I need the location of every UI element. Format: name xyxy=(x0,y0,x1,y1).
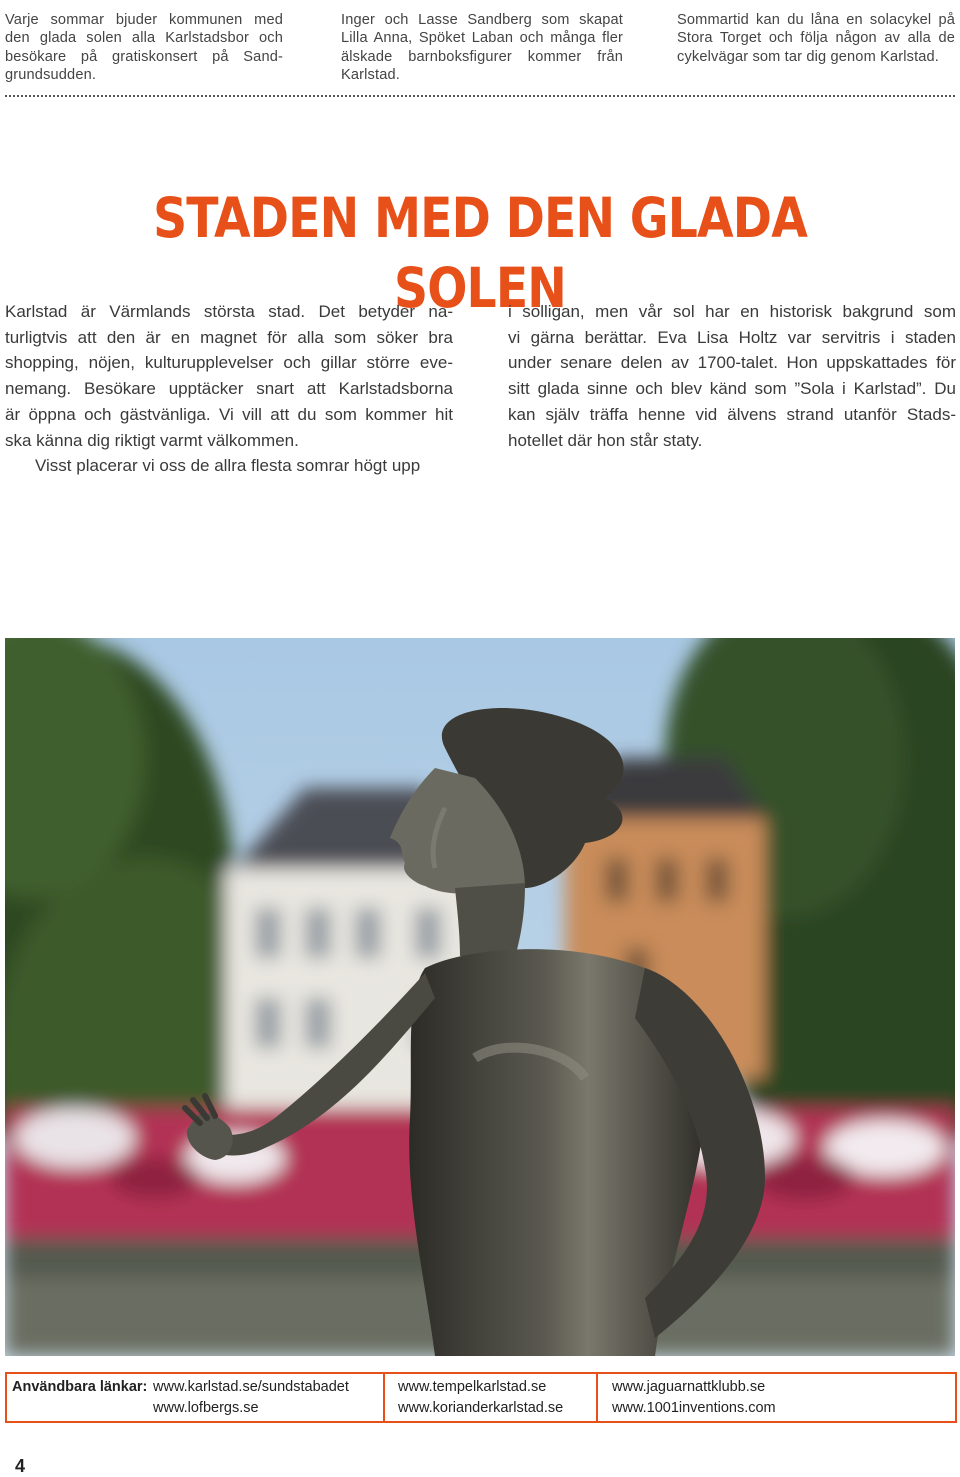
body-line: är öppna och gästvänliga. Vi vill att du som kommer hit xyxy=(5,404,453,424)
links-divider xyxy=(383,1374,385,1421)
body-paragraph xyxy=(5,453,453,479)
link-karlstad-sundstabadet[interactable]: www.karlstad.se/sundstabadet xyxy=(153,1379,349,1395)
body-line: nemang. Besökare upptäcker snart att Karlstadsborna xyxy=(5,379,453,399)
intro-line: besökare på gratiskonsert på Sand- xyxy=(5,48,283,65)
body-column-right xyxy=(508,299,956,453)
intro-line: cykelvägar som tar dig genom Karlstad. xyxy=(677,48,940,65)
intro-line: den glada solen alla Karlstadsbor och xyxy=(5,30,283,47)
link-jaguarnattklubb[interactable]: www.jaguarnattklubb.se xyxy=(612,1379,766,1395)
body-line: i solligan, men vår sol har en historisk bakgrund som xyxy=(508,302,956,321)
links-divider xyxy=(596,1374,598,1421)
body-paragraph xyxy=(5,299,453,453)
dotted-divider xyxy=(5,95,955,97)
intro-column-1 xyxy=(5,11,283,85)
intro-line: Sommartid kan du låna en solacykel på xyxy=(677,12,955,28)
page-headline: STADEN MED DEN GLADA SOLEN xyxy=(153,186,807,320)
intro-line: Inger och Lasse Sandberg som skapat xyxy=(341,12,623,28)
link-tempelkarlstad[interactable]: www.tempelkarlstad.se xyxy=(398,1379,547,1395)
intro-column-3 xyxy=(677,11,955,66)
statue-illustration xyxy=(5,638,955,1356)
body-line: Visst placerar vi oss de allra flesta somrar högt upp xyxy=(35,456,421,476)
body-line: vi gärna berättar. Eva Lisa Holtz var servitris i staden xyxy=(508,327,956,347)
intro-line: Karlstad. xyxy=(341,67,400,84)
intro-column-2 xyxy=(341,11,623,85)
statue-photo xyxy=(5,638,955,1356)
link-1001inventions[interactable]: www.1001inventions.com xyxy=(612,1400,776,1416)
body-column-left xyxy=(5,299,453,479)
body-line: turligtvis att den är en magnet för alla som söker bra xyxy=(5,327,453,347)
body-line: Karlstad är Värmlands största stad. Det betyder na- xyxy=(5,302,453,321)
useful-links-label: Användbara länkar: xyxy=(12,1379,148,1395)
body-line: sitt glada sinne och blev känd som ”Sola i Karlstad”. Du xyxy=(508,379,956,399)
body-line: kan själv träffa henne vid älvens strand utanför Stads- xyxy=(508,404,956,424)
intro-line: Lilla Anna, Spöket Laban och många fler xyxy=(341,30,623,47)
body-line: ska känna dig riktigt varmt välkommen. xyxy=(5,430,299,450)
intro-line: Stora Torget och följa någon av alla de xyxy=(677,30,955,47)
intro-line: älskade barnboksfigurer kommer från xyxy=(341,48,623,65)
body-paragraph xyxy=(508,299,956,453)
intro-line: Varje sommar bjuder kommunen med xyxy=(5,12,283,28)
body-line: hotellet där hon står staty. xyxy=(508,430,703,450)
useful-links-box xyxy=(5,1372,957,1423)
intro-line: grundsudden. xyxy=(5,67,97,84)
page-number: 4 xyxy=(15,1456,26,1476)
link-lofbergs[interactable]: www.lofbergs.se xyxy=(153,1400,259,1416)
body-line: shopping, nöjen, kulturupplevelser och gillar större eve- xyxy=(5,353,453,373)
body-line: under senare delen av 1700-talet. Hon uppskattades för xyxy=(508,353,956,373)
link-korianderkarlstad[interactable]: www.korianderkarlstad.se xyxy=(398,1400,564,1416)
